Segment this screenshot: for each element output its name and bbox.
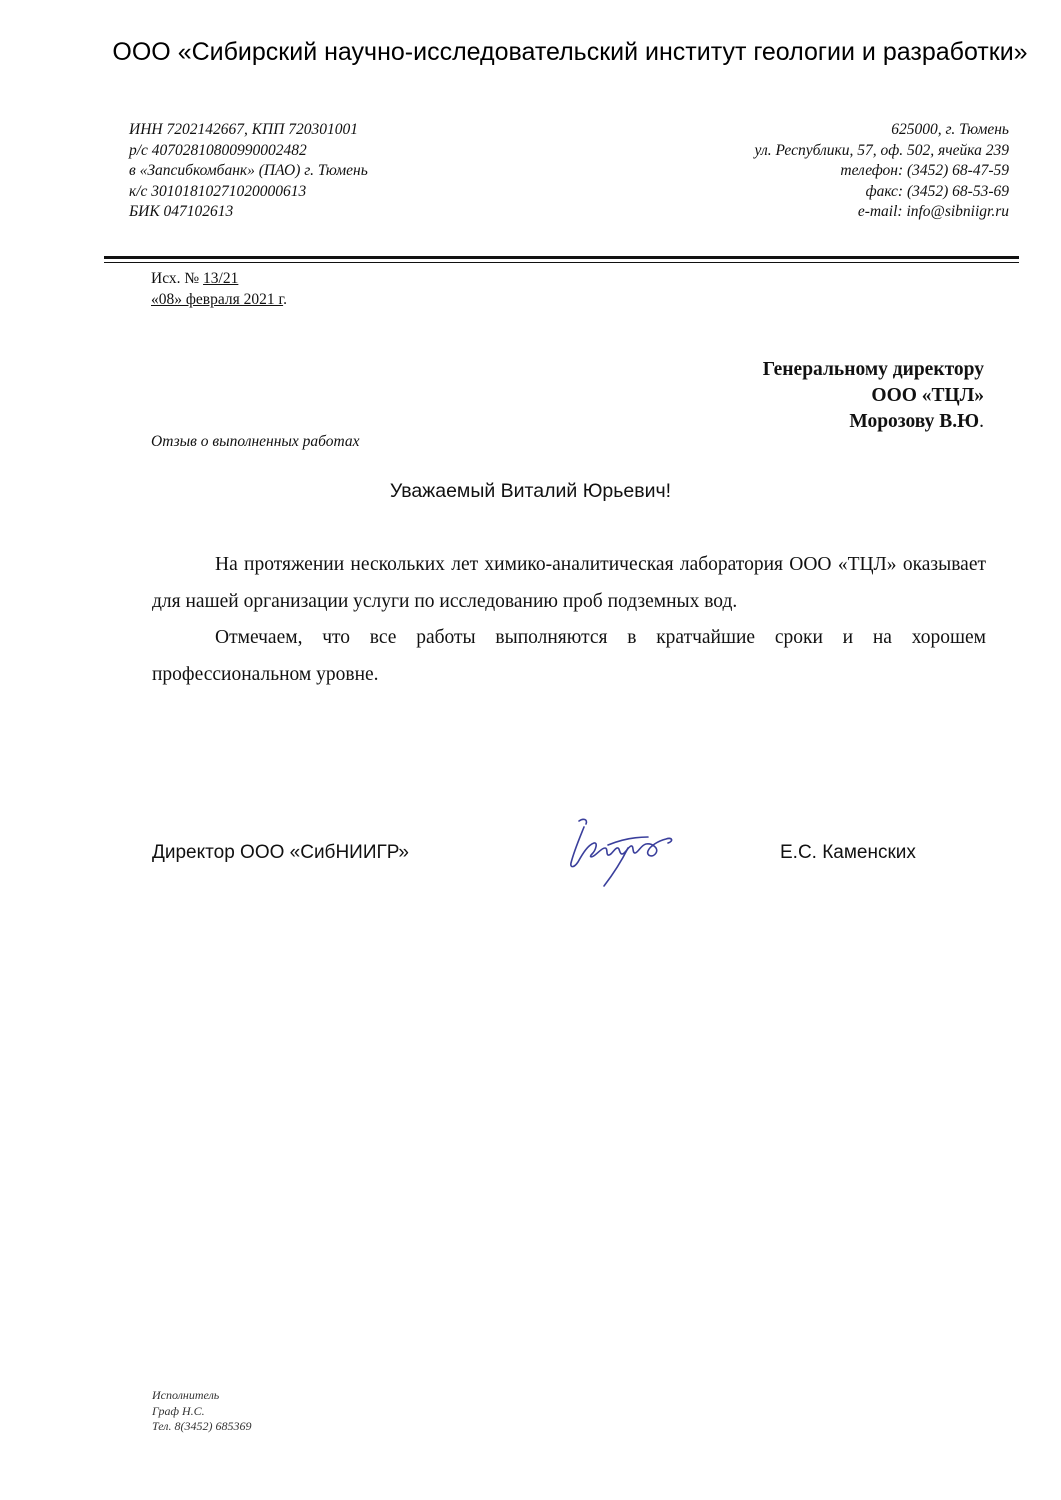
executor-name: Граф Н.С. [152, 1403, 205, 1418]
inn-kpp-line: ИНН 7202142667, КПП 720301001 [129, 121, 359, 138]
signatory-name: Е.С. Каменских [780, 842, 916, 863]
bank-requisites [129, 120, 368, 223]
outgoing-reference [151, 268, 287, 310]
organization-title: ООО «Сибирский научно-исследовательский институт геологии и разработки» [112, 38, 1028, 66]
addressee-block [763, 357, 984, 435]
outgoing-date-suffix: . [283, 291, 287, 308]
body-paragraph: Отмечаем, что все работы выполняются в кратчайшие сроки и на хорошем профессиональном уровне. [152, 627, 986, 685]
addressee-name-suffix: . [979, 411, 984, 432]
header-divider-thick [104, 256, 1019, 259]
addressee-company: ООО «ТЦЛ» [871, 385, 984, 406]
signatory-title: Директор ООО «СибНИИГР» [152, 842, 409, 863]
bank-name-line: в «Запсибкомбанк» (ПАО) г. Тюмень [129, 162, 368, 179]
executor-block [152, 1388, 252, 1435]
executor-label: Исполнитель [152, 1388, 220, 1402]
settlement-account-line: р/с 40702810800990002482 [129, 141, 307, 159]
fax-line: факс: (3452) 68-53-69 [865, 182, 1009, 200]
letter-body [152, 547, 986, 693]
outgoing-date: «08» февраля 2021 г [151, 291, 284, 308]
contact-details [755, 120, 1009, 223]
addressee-name: Морозову В.Ю [849, 411, 980, 432]
street-address-line: ул. Республики, 57, оф. 502, ячейка 239 [754, 141, 1009, 159]
outgoing-number: 13/21 [203, 270, 239, 287]
letter-subject: Отзыв о выполненных работах [151, 433, 360, 450]
greeting: Уважаемый Виталий Юрьевич! [389, 480, 672, 502]
header-divider-thin [104, 262, 1019, 263]
email-line: e-mail: info@sibniigr.ru [857, 203, 1009, 220]
phone-line: телефон: (3452) 68-47-59 [840, 162, 1009, 179]
handwritten-signature [562, 815, 692, 890]
bik-line: БИК 047102613 [129, 203, 234, 220]
addressee-position: Генеральному директору [762, 359, 984, 380]
executor-phone: Тел. 8(3452) 685369 [152, 1419, 252, 1433]
outgoing-prefix: Исх. № [151, 270, 204, 287]
postal-code-city-line: 625000, г. Тюмень [891, 121, 1009, 138]
correspondent-account-line: к/с 30101810271020000613 [129, 182, 307, 200]
body-paragraph: На протяжении нескольких лет химико-аналитическая лаборатория ООО «ТЦЛ» оказывает для нашей организации услуги по исследованию проб подземных вод. [152, 554, 986, 612]
